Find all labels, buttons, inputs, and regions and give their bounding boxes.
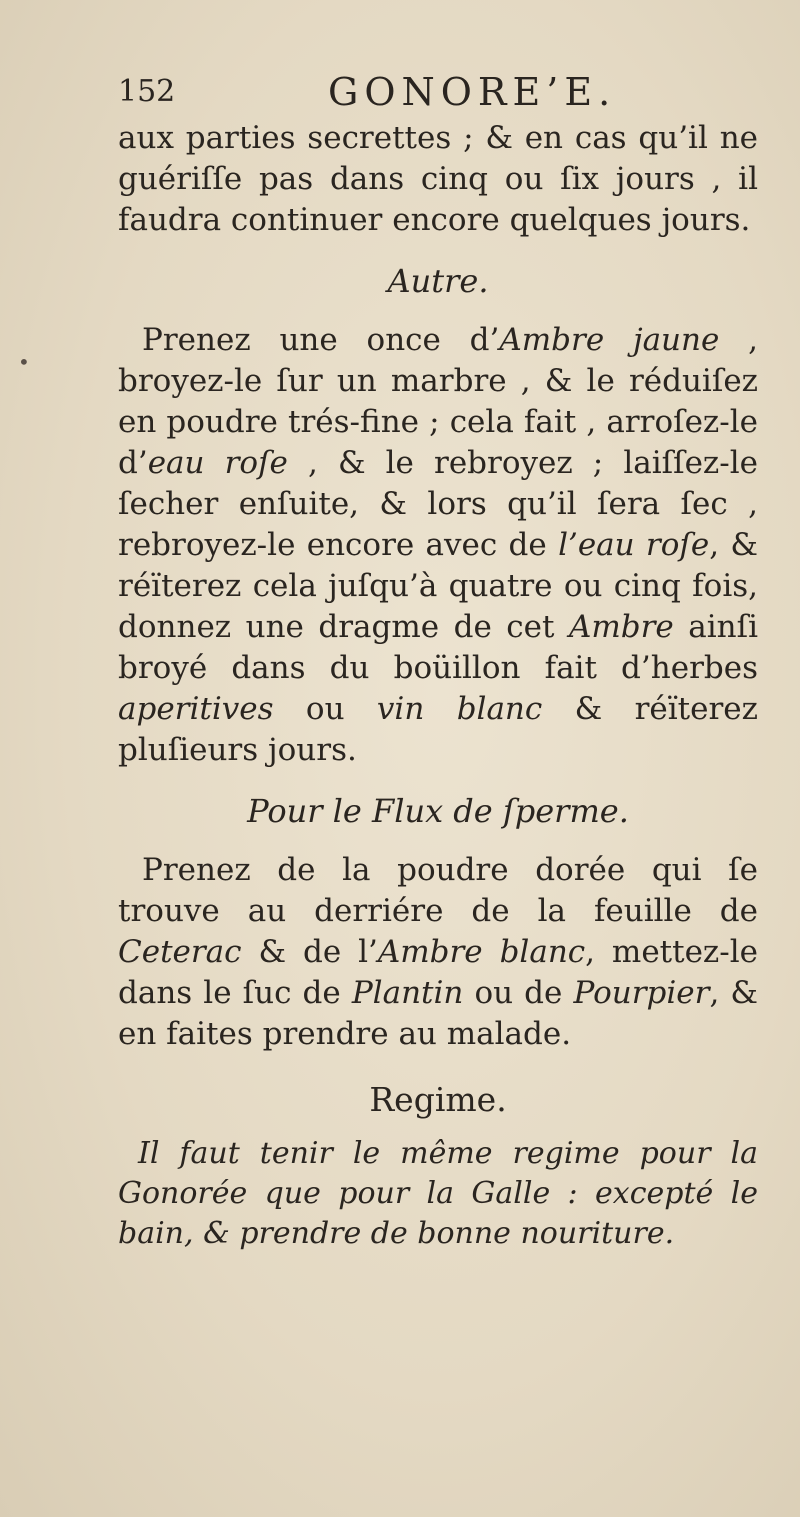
paragraph-regime: Il faut tenir le même regime pour la Gonorée que pour la Galle : excepté le bain, & prendre de bonne nouriture. [118,1136,758,1251]
page-header [118,70,758,114]
italic-term: l’eau roſe [558,527,710,563]
paragraph-flux [118,850,758,1055]
paragraph-ambre-jaune [118,320,758,771]
italic-term: Ceterac [118,934,242,970]
italic-term: vin blanc [376,691,543,727]
heading-flux: Pour le Flux de ſperme. [247,792,629,830]
text-run: ou de [463,975,574,1011]
text-run: & de l’ [241,934,378,970]
paragraph-continuation: aux parties secrettes ; & en cas qu’il ne guériſſe pas dans cinq ou ſix jours , il faudra continuer encore quelques jours. [118,120,758,238]
italic-term: eau roſe [147,445,288,481]
italic-term: Ambre blanc [377,934,586,970]
italic-term: Ambre [568,609,674,645]
heading-autre: Autre. [387,262,489,300]
heading-regime: Regime. [369,1080,507,1119]
body-text [118,118,758,1254]
text-run: ou [273,691,377,727]
text-run: , & le rebroyez ; laiſſez-le ſecher enſuite, & lors qu’il ſera ſec , rebroyez-le encore avec de [118,445,758,563]
text-run: Prenez de la poudre dorée qui ſe trouve au derriére de la feuille de [118,852,758,929]
page-number: 152 [118,74,176,109]
italic-term: Ambre jaune [499,322,720,358]
italic-term: Pourpier [573,975,710,1011]
running-title: GONORE’E. [328,70,617,114]
italic-term: Plantin [351,975,464,1011]
text-run: Prenez une once d’ [142,322,500,358]
text-run: & réïterez pluſieurs jours. [118,691,758,768]
text-run: ainſi broyé dans du boüillon fait d’herbes [118,609,758,686]
text-run: , & réïterez cela juſqu’à quatre ou cinq fois, donnez une dragme de cet [118,527,759,645]
margin-mark: • [18,350,30,374]
text-run: , broyez-le ſur un marbre , & le réduiſez en poudre trés-fine ; cela fait , arroſez-le d’ [118,322,758,481]
italic-term: aperitives [118,691,274,727]
text-run: , mettez-le dans le ſuc de [118,934,759,1011]
text-run: , & en faites prendre au malade. [118,975,758,1052]
